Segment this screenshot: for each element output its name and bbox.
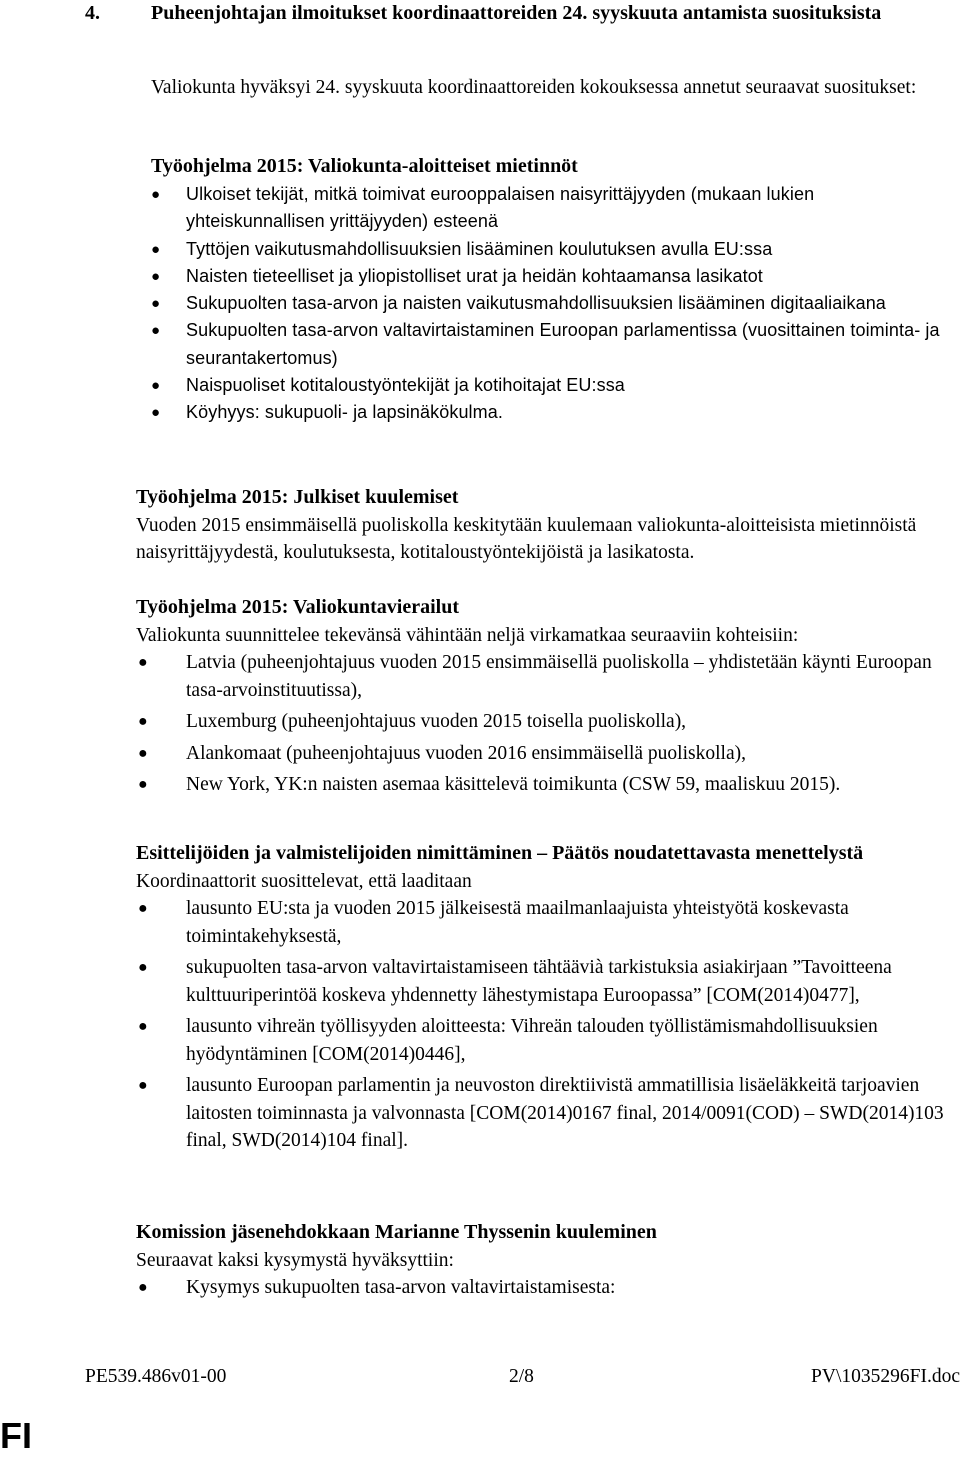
nimittaminen-list [136, 895, 946, 1155]
bullet-icon: ● [138, 654, 148, 671]
list-item: ● Tyttöjen vaikutusmahdollisuuksien lisääminen koulutuksen avulla EU:ssa [151, 236, 951, 263]
list-item: ● Latvia (puheenjohtajuus vuoden 2015 ensimmäisellä puoliskolla – yhdistetään käynti Euroopan tasa-arvoinstituutissa), [136, 649, 946, 704]
bullet-icon: ● [151, 377, 161, 395]
bullet-icon: ● [151, 322, 161, 340]
komissio-title: Komission jäsenehdokkaan Marianne Thyssenin kuuleminen [136, 1221, 657, 1243]
mietinnot-title: Työohjelma 2015: Valiokunta-aloitteiset mietinnöt [151, 155, 578, 177]
bullet-icon: ● [151, 295, 161, 313]
bullet-icon: ● [151, 186, 161, 203]
language-code: FI [0, 1415, 32, 1456]
bullet-icon: ● [138, 959, 148, 976]
section-title: Puheenjohtajan ilmoitukset koordinaattoreiden 24. syyskuuta antamista suosituksista [151, 2, 882, 24]
list-item: ● sukupuolten tasa-arvon valtavirtaistamiseen tähtäävià tarkistuksia asiakirjaan ”Tavoitteena kulttuuriperintöä koskeva yhdennetty lähestymistapa Euroopassa” [COM(2014)0477], [136, 954, 946, 1009]
list-item: ● Sukupuolten tasa-arvon valtavirtaistaminen Euroopan parlamentissa (vuosittainen toiminta- ja seurantakertomus) [151, 317, 951, 372]
bullet-icon: ● [138, 1077, 148, 1094]
list-item: ● Naispuoliset kotitaloustyöntekijät ja kotihoitajat EU:ssa [151, 372, 951, 399]
list-item: ● Sukupuolten tasa-arvon ja naisten vaikutusmahdollisuuksien lisääminen digitaaliaikana [151, 290, 951, 317]
komissio-text: Seuraavat kaksi kysymystä hyväksyttiin: [136, 1249, 454, 1271]
list-item: ● Kysymys sukupuolten tasa-arvon valtavirtaistamisesta: [136, 1274, 946, 1302]
mietinnot-list [151, 181, 951, 427]
bullet-icon: ● [138, 1279, 148, 1296]
bullet-icon: ● [151, 267, 161, 285]
bullet-icon: ● [138, 713, 148, 730]
intro-paragraph: Valiokunta hyväksyi 24. syyskuuta koordinaattoreiden kokouksessa annetut seuraavat suositukset: [151, 77, 917, 98]
list-item: ● lausunto Euroopan parlamentin ja neuvoston direktiivistä ammatillisia lisäeläkkeitä tarjoavien laitosten toiminnasta ja valvonnasta [COM(2014)0167 final, 2014/0091(COD) – SWD(2014)103 final, SWD(2014)104 final]. [136, 1072, 946, 1155]
bullet-icon: ● [138, 900, 148, 917]
bullet-icon: ● [138, 744, 148, 762]
section-nimittaminen [136, 840, 946, 1155]
komissio-list [136, 1274, 946, 1302]
bullet-icon: ● [138, 1018, 148, 1035]
bullet-icon: ● [138, 776, 148, 793]
vierailut-text: Valiokunta suunnittelee tekevänsä vähintään neljä virkamatkaa seuraaviin kohteisiin: [136, 624, 799, 646]
nimittaminen-title: Esittelijöiden ja valmistelijoiden nimittäminen – Päätös noudatettavasta menettelystä [136, 842, 864, 864]
section-kuulemiset [136, 484, 946, 567]
vierailut-list [136, 649, 946, 799]
list-item: ● Alankomaat (puheenjohtajuus vuoden 2016 ensimmäisellä puoliskolla), [136, 740, 946, 768]
list-item: ● Ulkoiset tekijät, mitkä toimivat eurooppalaisen naisyrittäjyyden (mukaan lukien yhteiskunnallisen yrittäjyyden) esteenä [151, 181, 951, 236]
list-item: ● Köyhyys: sukupuoli- ja lapsinäkökulma. [151, 399, 951, 426]
section-number: 4. [85, 2, 100, 24]
nimittaminen-text: Koordinaattorit suosittelevat, että laaditaan [136, 870, 472, 892]
list-item: ● New York, YK:n naisten asemaa käsittelevä toimikunta (CSW 59, maaliskuu 2015). [136, 771, 946, 799]
vierailut-title: Työohjelma 2015: Valiokuntavierailut [136, 596, 459, 618]
section-vierailut [136, 594, 946, 799]
list-item: ● lausunto vihreän työllisyyden aloitteesta: Vihreän talouden työllistämismahdollisuuksien hyödyntäminen [COM(2014)0446], [136, 1013, 946, 1068]
list-item: ● Naisten tieteelliset ja yliopistolliset urat ja heidän kohtaamansa lasikatot [151, 263, 951, 290]
section-komissio [136, 1219, 946, 1302]
footer-doc-ref: PE539.486v01-00 [85, 1366, 227, 1387]
section-mietinnot [151, 153, 951, 427]
kuulemiset-text: Vuoden 2015 ensimmäisellä puoliskolla keskitytään kuulemaan valiokunta-aloitteisista mietinnöistä naisyrittäjyydestä, koulutuksesta, kotitaloustyöntekijöistä ja lasikatosta. [136, 514, 917, 563]
bullet-icon: ● [151, 240, 161, 258]
list-item: ● lausunto EU:sta ja vuoden 2015 jälkeisestä maailmanlaajuista yhteistyötä koskevasta toimintakehyksestä, [136, 895, 946, 950]
kuulemiset-title: Työohjelma 2015: Julkiset kuulemiset [136, 486, 459, 508]
footer-file-name: PV\1035296FI.doc [811, 1366, 960, 1387]
footer-page-number: 2/8 [509, 1366, 534, 1387]
bullet-icon: ● [151, 404, 161, 422]
list-item: ● Luxemburg (puheenjohtajuus vuoden 2015 toisella puoliskolla), [136, 708, 946, 736]
